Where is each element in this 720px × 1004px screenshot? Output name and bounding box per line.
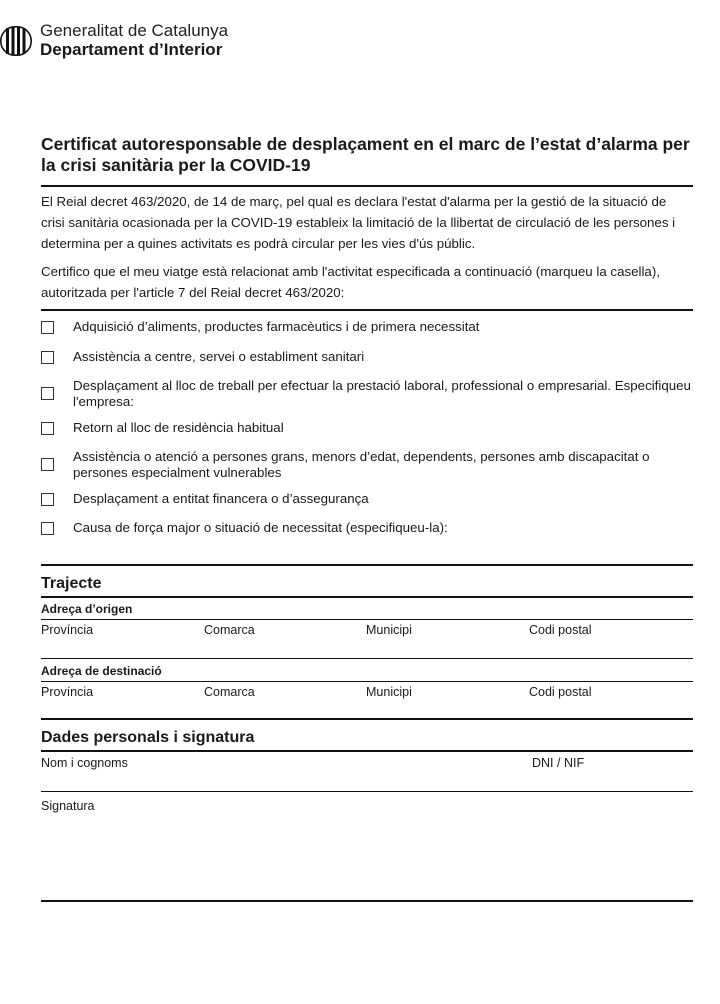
- field-comarca: Comarca: [204, 685, 255, 699]
- option-label: Assistència a centre, servei o establiment sanitari: [73, 349, 365, 364]
- option-work[interactable]: [41, 378, 693, 420]
- option-label: Desplaçament a entitat financera o d’assegurança: [73, 491, 369, 506]
- id-label: DNI / NIF: [532, 756, 585, 770]
- option-food[interactable]: [41, 319, 693, 349]
- generalitat-logo: [0, 26, 32, 56]
- option-health[interactable]: [41, 349, 693, 378]
- divider: [41, 900, 693, 902]
- checkbox[interactable]: [41, 458, 54, 471]
- document-header: [0, 22, 400, 62]
- option-label: Assistència o atenció a persones grans, menors d’edat, dependents, persones amb discapacitat o persones especialment vulnerables: [73, 449, 650, 480]
- trajecte-title: Trajecte: [41, 575, 102, 592]
- org-name: Generalitat de Catalunya: [40, 21, 229, 40]
- name-label: Nom i cognoms: [41, 756, 128, 770]
- field-provincia: Província: [41, 685, 94, 699]
- option-return-home[interactable]: [41, 420, 693, 449]
- divider: [41, 309, 693, 311]
- checkbox[interactable]: [41, 387, 54, 400]
- checkbox[interactable]: [41, 493, 54, 506]
- destination-fields[interactable]: [41, 684, 693, 702]
- origin-label: Adreça d’origen: [41, 602, 133, 616]
- form-content: [41, 134, 693, 902]
- destination-label: Adreça de destinació: [41, 664, 162, 678]
- option-label: Desplaçament al lloc de treball per efectuar la prestació laboral, professional o empresarial. Especifiqueu l'empresa:: [73, 378, 691, 409]
- field-codi-postal: Codi postal: [529, 685, 592, 699]
- name-row[interactable]: [41, 755, 693, 773]
- intro-paragraph: El Reial decret 463/2020, de 14 de març, pel qual es declara l'estat d'alarma per la gestió de la situació de crisi sanitària ocasionada per la COVID-19 estableix la limitació de la llibertat de circulació de les persones i determina per a quines activitats es podrà circular per les vies d'ús públic.: [41, 194, 676, 251]
- origin-fields[interactable]: [41, 622, 693, 640]
- field-comarca: Comarca: [204, 623, 255, 637]
- option-bank[interactable]: [41, 491, 693, 520]
- field-municipi: Municipi: [366, 623, 412, 637]
- field-provincia: Província: [41, 623, 94, 637]
- divider: [41, 185, 693, 187]
- department-name: Departament d’Interior: [40, 40, 223, 59]
- signature-label: Signatura: [41, 799, 95, 813]
- checkbox[interactable]: [41, 321, 54, 334]
- checkbox[interactable]: [41, 422, 54, 435]
- form-title: Certificat autoresponsable de desplaçament en el marc de l’estat d’alarma per la crisi sanitària per la COVID-19: [41, 134, 690, 175]
- field-codi-postal: Codi postal: [529, 623, 592, 637]
- option-label: Adquisició d’aliments, productes farmacèutics i de primera necessitat: [73, 319, 480, 334]
- signature-row[interactable]: [41, 798, 693, 816]
- activity-options: [41, 319, 693, 550]
- checkbox[interactable]: [41, 522, 54, 535]
- option-care[interactable]: [41, 449, 693, 491]
- personal-title: Dades personals i signatura: [41, 729, 255, 746]
- option-label: Retorn al lloc de residència habitual: [73, 420, 284, 435]
- option-label: Causa de força major o situació de necessitat (especifiqueu-la):: [73, 520, 448, 535]
- option-force-majeure[interactable]: [41, 520, 693, 550]
- checkbox[interactable]: [41, 351, 54, 364]
- certify-paragraph: Certifico que el meu viatge està relacionat amb l'activitat especificada a continuació (marqueu la casella), autoritzada per l'article 7 del Reial decret 463/2020:: [41, 264, 660, 300]
- field-municipi: Municipi: [366, 685, 412, 699]
